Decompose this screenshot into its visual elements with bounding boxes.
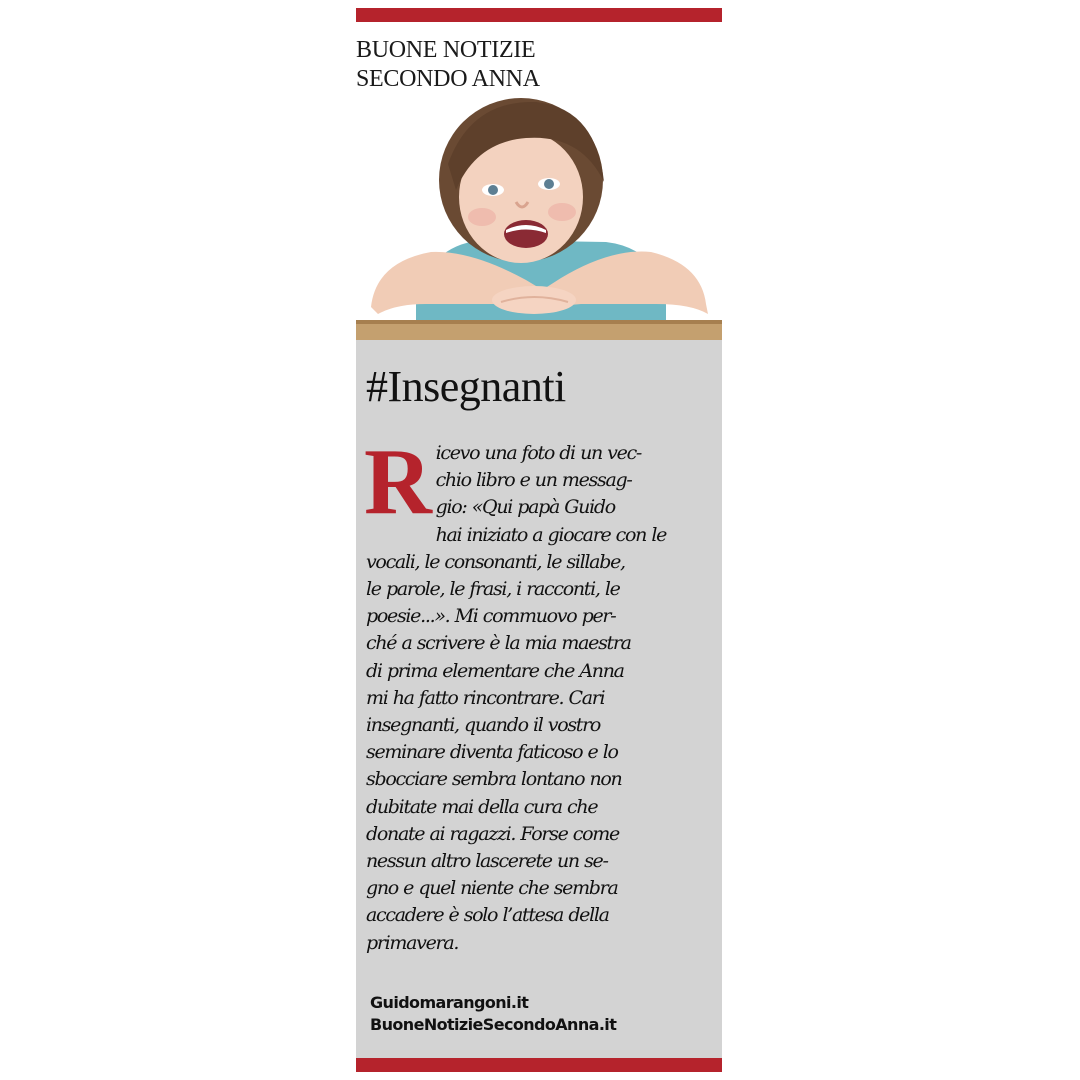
column bbox=[356, 8, 722, 1072]
body-line: mi ha fatto rincontrare. Cari bbox=[366, 686, 605, 709]
body-line: gno e quel niente che sembra bbox=[366, 877, 618, 900]
body-line: nessun altro lascerete un se- bbox=[366, 850, 608, 873]
body-line: dubitate mai della cura che bbox=[366, 795, 598, 818]
body-line: sbocciare sembra lontano non bbox=[366, 768, 622, 791]
body-line: poesie...». Mi commuovo per- bbox=[366, 605, 616, 628]
footer-links bbox=[370, 992, 716, 1036]
body-line: icevo una foto di un vec- bbox=[435, 442, 642, 464]
website-link[interactable]: Guidomarangoni.it bbox=[370, 993, 529, 1012]
bottom-rule bbox=[356, 1058, 722, 1072]
article-panel bbox=[356, 340, 722, 1058]
drop-cap: R bbox=[364, 430, 431, 534]
header-line-2: SECONDO ANNA bbox=[356, 66, 540, 92]
body-line: chio libro e un messag- bbox=[435, 469, 632, 492]
child-photo bbox=[356, 92, 722, 340]
body-line: le parole, le frasi, i racconti, le bbox=[366, 578, 620, 601]
body-line: seminare diventa faticoso e lo bbox=[366, 741, 618, 764]
header-line-1: BUONE NOTIZIE bbox=[356, 37, 536, 63]
body-line: accadere è solo l’attesa della bbox=[366, 904, 609, 927]
body-line: ché a scrivere è la mia maestra bbox=[366, 632, 631, 655]
body-line: primavera. bbox=[366, 931, 459, 954]
body-line: gio: «Qui papà Guido bbox=[435, 496, 615, 519]
column-header bbox=[356, 36, 722, 94]
body-line: vocali, le consonanti, le sillabe, bbox=[366, 550, 625, 573]
body-line: hai iniziato a giocare con le bbox=[435, 523, 667, 546]
top-rule bbox=[356, 8, 722, 22]
body-line: di prima elementare che Anna bbox=[366, 659, 624, 682]
article-title: #Insegnanti bbox=[366, 362, 566, 411]
body-line: donate ai ragazzi. Forse come bbox=[366, 822, 619, 845]
body-line: insegnanti, quando il vostro bbox=[366, 714, 601, 737]
website-link[interactable]: BuoneNotizieSecondoAnna.it bbox=[370, 1015, 617, 1034]
article-body bbox=[364, 430, 716, 957]
